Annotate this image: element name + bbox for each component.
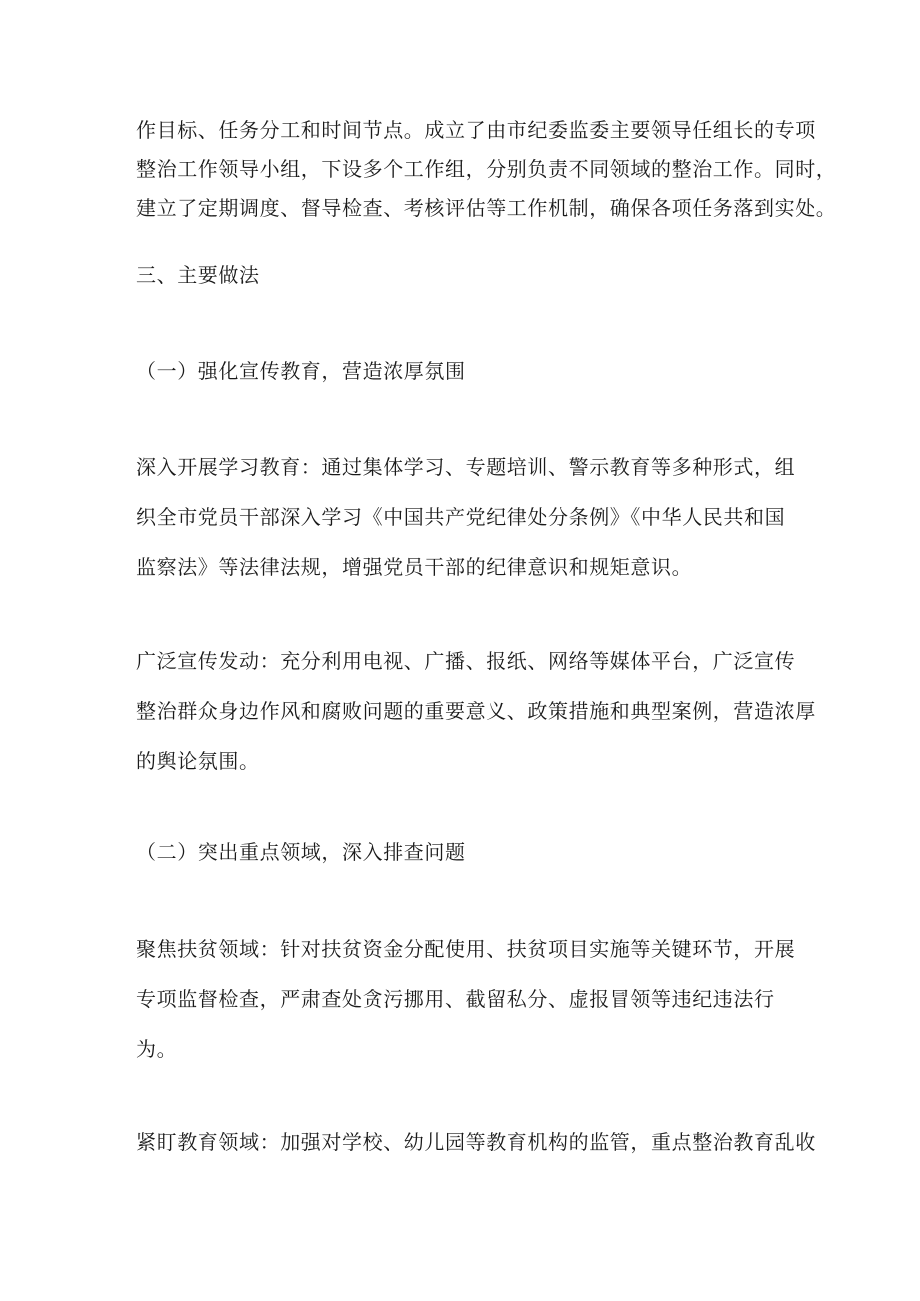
paragraph-line: 作目标、任务分工和时间节点。成立了由市纪委监委主要领导任组长的专项: [136, 118, 816, 142]
subsection-heading-text: （二）突出重点领域，深入排查问题: [136, 840, 466, 864]
paragraph-line: 聚焦扶贫领域：针对扶贫资金分配使用、扶贫项目实施等关键环节，开展: [136, 937, 796, 961]
paragraph-line: 建立了定期调度、督导检查、考核评估等工作机制，确保各项任务落到实处。: [136, 196, 837, 220]
paragraph-publicity: [136, 645, 816, 795]
subsection-1-heading: [136, 355, 786, 383]
subsection-2-heading: [136, 836, 786, 864]
paragraph-line: 整治群众身边作风和腐败问题的重要意义、政策措施和典型案例，营造浓厚: [136, 699, 816, 723]
paragraph-line: 专项监督检查，严肃查处贪污挪用、截留私分、虚报冒领等违纪违法行: [136, 987, 775, 1011]
paragraph-line: 整治工作领导小组，下设多个工作组，分别负责不同领域的整治工作。同时，: [136, 157, 837, 181]
paragraph-poverty-field: [136, 933, 796, 1083]
paragraph-line: 紧盯教育领域：加强对学校、幼儿园等教育机构的监管，重点整治教育乱收: [136, 1130, 816, 1154]
subsection-heading-text: （一）强化宣传教育，营造浓厚氛围: [136, 359, 466, 383]
section-heading-text: 三、主要做法: [136, 263, 260, 287]
paragraph-education-field: [136, 1126, 816, 1154]
paragraph-line: 的舆论氛围。: [136, 749, 260, 773]
paragraph-line: 织全市党员干部深入学习《中国共产党纪律处分条例》《中华人民共和国: [136, 505, 786, 529]
section-heading: [136, 259, 786, 287]
paragraph-study-education: [136, 451, 796, 601]
paragraph-line: 广泛宣传发动：充分利用电视、广播、报纸、网络等媒体平台，广泛宣传: [136, 649, 796, 673]
paragraph-line: 监察法》等法律法规，增强党员干部的纪律意识和规矩意识。: [136, 555, 693, 579]
paragraph-line: 为。: [136, 1037, 178, 1061]
intro-paragraph: [136, 114, 837, 231]
paragraph-line: 深入开展学习教育：通过集体学习、专题培训、警示教育等多种形式，组: [136, 455, 796, 479]
